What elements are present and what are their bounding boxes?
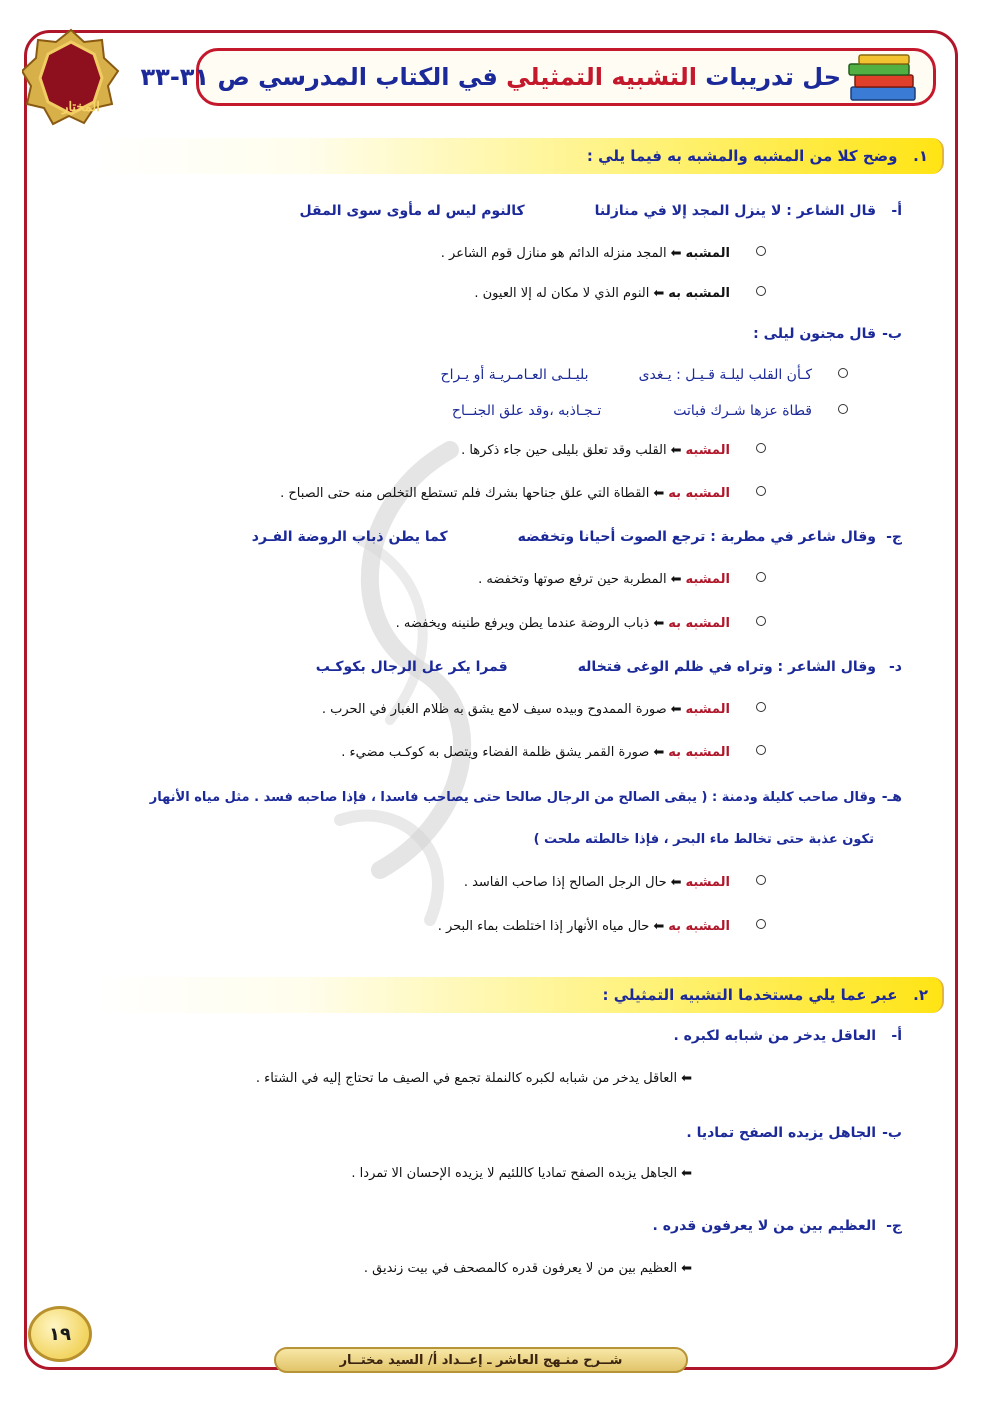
item-1e-intro: وقال صاحب كليلة ودمنة : ( يبقى الصالح من الرجال صالحا حتى يصاحب فاسدا ، فإذا صاحبه فسد . مثل مياه الأنهار bbox=[149, 790, 876, 805]
books-icon bbox=[845, 53, 921, 103]
section-2-title bbox=[603, 986, 929, 1004]
brand-logo bbox=[22, 28, 120, 134]
item-1d-question bbox=[316, 659, 902, 675]
item-marker: ج- bbox=[886, 529, 902, 545]
item-1a-intro: قال الشاعر : لا ينزل المجد إلا في منازلنا bbox=[594, 203, 876, 219]
section-2-title-text: عبر عما يلي مستخدما التشبيه التمثيلي : bbox=[602, 986, 898, 1004]
answer-row bbox=[438, 919, 766, 934]
item-2c-prompt-text: العظيم بين من لا يعرفون قدره . bbox=[652, 1218, 876, 1234]
arrow-left-icon: ⬅ bbox=[653, 616, 665, 631]
item-marker: د- bbox=[889, 659, 902, 675]
answer-row bbox=[478, 572, 766, 587]
answer-text: النوم الذي لا مكان له إلا العيون . bbox=[474, 286, 650, 301]
item-1c-intro: وقال شاعر في مطربة : ترجع الصوت أحيانا وتخفضه bbox=[517, 529, 876, 545]
bullet-circle-icon bbox=[756, 875, 766, 885]
answer-label: المشبه bbox=[685, 875, 730, 890]
answer-text: صورة القمر يشق ظلمة الفضاء ويتصل به كوكـب مضيء . bbox=[341, 745, 650, 760]
item-1b-question bbox=[753, 326, 902, 342]
item-marker: ب- bbox=[882, 326, 902, 342]
bullet-circle-icon bbox=[756, 702, 766, 712]
item-1a-verse-second: كالنوم ليس له مأوى سوى المقل bbox=[299, 203, 525, 219]
answer-row bbox=[396, 616, 766, 631]
answer-label: المشبه به bbox=[668, 919, 730, 934]
answer-text: الجاهل يزيده الصفح تماديا كاللئيم لا يزيده الإحسان الا تمردا . bbox=[351, 1166, 678, 1181]
item-1e-question bbox=[150, 789, 902, 805]
item-1e-intro-line2: تكون عذبة حتى تخالط ماء البحر ، فإذا خالطته ملحت ) bbox=[533, 832, 874, 847]
section-2-number: ٢. bbox=[913, 986, 928, 1004]
bullet-circle-icon bbox=[756, 246, 766, 256]
answer-label: المشبه به bbox=[668, 745, 730, 760]
logo-sub-text: في اللغة العربية bbox=[61, 127, 101, 134]
answer-row bbox=[364, 1261, 696, 1276]
bullet-circle-icon bbox=[756, 572, 766, 582]
answer-text: العظيم بين من لا يعرفون قدره كالمصحف في بيت زنديق . bbox=[363, 1261, 678, 1276]
arrow-left-icon: ⬅ bbox=[670, 875, 682, 890]
bullet-circle-icon bbox=[838, 404, 848, 414]
answer-label: المشبه bbox=[685, 246, 730, 261]
answer-row bbox=[351, 1166, 696, 1181]
answer-text: صورة الممدوح وبيده سيف لامع يشق به ظلام الغبار في الحرب . bbox=[321, 702, 667, 717]
arrow-left-icon: ⬅ bbox=[670, 443, 682, 458]
section-1-title bbox=[587, 147, 928, 165]
item-1c-verse-second: كما يطن ذباب الروضة الفـرد bbox=[251, 529, 448, 545]
section-1-header bbox=[96, 138, 944, 174]
arrow-left-icon: ⬅ bbox=[681, 1166, 692, 1181]
answer-text: المجد منزله الدائم هو منازل قوم الشاعر . bbox=[440, 246, 667, 261]
title-highlight: التشبيه التمثيلي bbox=[506, 63, 697, 91]
answer-label: المشبه به bbox=[668, 486, 730, 501]
item-marker: ج- bbox=[886, 1218, 902, 1234]
arrow-left-icon: ⬅ bbox=[681, 1071, 692, 1086]
answer-row bbox=[461, 443, 766, 458]
answer-row bbox=[256, 1071, 696, 1086]
verse-second-half: بليـلـى العـامـريـة أو يـراح bbox=[440, 367, 589, 383]
answer-text: المطربة حين ترفع صوتها وتخفضه . bbox=[478, 572, 667, 587]
answer-label: المشبه bbox=[685, 572, 730, 587]
item-1d-intro: وقال الشاعر : وتراه في ظلم الوغى فتخاله bbox=[577, 659, 876, 675]
verse-first-half: قطاة عزها شـرك فباتت bbox=[673, 403, 812, 419]
answer-row bbox=[322, 702, 766, 717]
item-2a-prompt-text: العاقل يدخر من شبابه لكبره . bbox=[673, 1028, 876, 1044]
bullet-circle-icon bbox=[756, 286, 766, 296]
bullet-circle-icon bbox=[756, 616, 766, 626]
item-1c-question bbox=[252, 529, 902, 545]
answer-row bbox=[280, 486, 766, 501]
item-marker: ب- bbox=[882, 1125, 902, 1141]
arrow-left-icon: ⬅ bbox=[653, 286, 665, 301]
arrow-left-icon: ⬅ bbox=[653, 486, 665, 501]
arrow-left-icon: ⬅ bbox=[681, 1261, 692, 1276]
item-2c-prompt bbox=[653, 1218, 902, 1234]
logo-main-text: المختار bbox=[62, 100, 100, 115]
item-marker: هـ- bbox=[881, 789, 902, 805]
answer-text: القلب وقد تعلق بليلى حين جاء ذكرها . bbox=[461, 443, 667, 458]
item-1e-question-line2 bbox=[534, 832, 874, 847]
answer-row bbox=[474, 286, 766, 301]
bullet-circle-icon bbox=[838, 368, 848, 378]
item-2b-prompt bbox=[686, 1125, 902, 1141]
answer-text: ذباب الروضة عندما يطن ويرفع طنينه ويخفضه . bbox=[395, 616, 650, 631]
arrow-left-icon: ⬅ bbox=[653, 919, 665, 934]
answer-text: حال الرجل الصالح إذا صاحب الفاسد . bbox=[463, 875, 667, 890]
item-1a-question bbox=[300, 203, 903, 219]
answer-row bbox=[441, 246, 766, 261]
bullet-circle-icon bbox=[756, 745, 766, 755]
verse-row bbox=[441, 367, 848, 383]
answer-label: المشبه به bbox=[668, 286, 730, 301]
item-1d-verse-second: قمرا يكر عل الرجال بكوكـب bbox=[315, 659, 508, 675]
bullet-circle-icon bbox=[756, 486, 766, 496]
arrow-left-icon: ⬅ bbox=[670, 246, 682, 261]
arrow-left-icon: ⬅ bbox=[670, 572, 682, 587]
verse-row bbox=[452, 403, 848, 419]
page-title bbox=[141, 63, 841, 91]
page-number-badge bbox=[28, 1306, 92, 1362]
answer-text: القطاة التي علق جناحها بشرك فلم تستطع التخلص منه حتى الصباح . bbox=[280, 486, 650, 501]
title-part-1: حل تدريبات bbox=[696, 63, 841, 91]
bullet-circle-icon bbox=[756, 443, 766, 453]
item-marker: أ- bbox=[891, 203, 902, 219]
footer-bar bbox=[274, 1347, 688, 1373]
section-2-header bbox=[96, 977, 944, 1013]
item-2b-prompt-text: الجاهل يزيده الصفح تماديا . bbox=[686, 1125, 876, 1141]
item-marker: أ- bbox=[891, 1028, 902, 1044]
verse-second-half: تـجـاذبه ،وقد علق الجنــاح bbox=[451, 403, 602, 419]
page-title-box bbox=[140, 48, 936, 106]
answer-label: المشبه bbox=[685, 702, 730, 717]
answer-label: المشبه bbox=[685, 443, 730, 458]
answer-row bbox=[464, 875, 766, 890]
arrow-left-icon: ⬅ bbox=[653, 745, 665, 760]
bullet-circle-icon bbox=[756, 919, 766, 929]
section-1-number: ١. bbox=[913, 147, 928, 165]
answer-text: العاقل يدخر من شبابه لكبره كالنملة تجمع في الصيف ما تحتاج إليه في الشتاء . bbox=[255, 1071, 678, 1086]
footer-text: شــرح منـهج العاشر ـ إعــداد أ/ السيد مختــار bbox=[339, 1352, 623, 1368]
item-1b-intro: قال مجنون ليلى : bbox=[753, 326, 876, 342]
answer-label: المشبه به bbox=[668, 616, 730, 631]
title-part-3: في الكتاب المدرسي ص ٣١-٣٣ bbox=[140, 63, 507, 91]
item-2a-prompt bbox=[673, 1028, 902, 1044]
verse-first-half: كـأن القلب ليلـة قـيـل : يـغدى bbox=[638, 367, 812, 383]
answer-row bbox=[341, 745, 766, 760]
arrow-left-icon: ⬅ bbox=[670, 702, 682, 717]
answer-text: حال مياه الأنهار إذا اختلطت بماء البحر . bbox=[437, 919, 650, 934]
section-1-title-text: وضح كلا من المشبه والمشبه به فيما يلي : bbox=[586, 147, 898, 165]
page-number: ١٩ bbox=[49, 1323, 71, 1345]
